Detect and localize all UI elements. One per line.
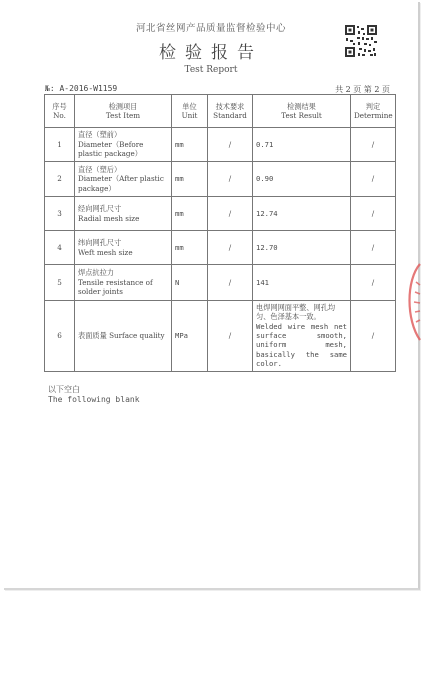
row-number: 3 bbox=[45, 197, 75, 231]
page-indicator: 共 2 页 第 2 页 bbox=[335, 85, 390, 94]
test-item: 焊点抗拉力 Tensile resistance of solder joints bbox=[75, 265, 172, 301]
report-title-english: Test Report bbox=[184, 65, 238, 75]
test-results-table bbox=[44, 94, 396, 372]
determine-cell: / bbox=[351, 197, 396, 231]
seal-stamp-icon bbox=[402, 260, 424, 344]
header-test-result: 检测结果 Test Result bbox=[253, 95, 351, 128]
table-row bbox=[45, 231, 396, 265]
report-title: 检验报告 bbox=[159, 43, 263, 63]
header-test-item: 检测项目 Test Item bbox=[75, 95, 172, 128]
row-number: 6 bbox=[45, 301, 75, 372]
header-unit: 单位 Unit bbox=[172, 95, 208, 128]
test-item: 纬向网孔尺寸 Weft mesh size bbox=[75, 231, 172, 265]
result-cell: 0.71 bbox=[253, 128, 351, 162]
row-number: 1 bbox=[45, 128, 75, 162]
result-cell: 0.90 bbox=[253, 162, 351, 197]
test-item: 经向网孔尺寸 Radial mesh size bbox=[75, 197, 172, 231]
determine-cell: / bbox=[351, 265, 396, 301]
standard-cell: / bbox=[208, 231, 253, 265]
unit-cell: mm bbox=[172, 231, 208, 265]
result-cell: 141 bbox=[253, 265, 351, 301]
table-row bbox=[45, 301, 396, 372]
report-page bbox=[4, 2, 420, 590]
row-number: 5 bbox=[45, 265, 75, 301]
table-row bbox=[45, 265, 396, 301]
result-cell: 12.74 bbox=[253, 197, 351, 231]
determine-cell: / bbox=[351, 162, 396, 197]
test-item: 表面质量 Surface quality bbox=[75, 301, 172, 372]
table-row bbox=[45, 162, 396, 197]
organization-name: 河北省丝网产品质量监督检验中心 bbox=[135, 23, 286, 34]
row-number: 4 bbox=[45, 231, 75, 265]
unit-cell: mm bbox=[172, 162, 208, 197]
row-number: 2 bbox=[45, 162, 75, 197]
standard-cell: / bbox=[208, 265, 253, 301]
unit-cell: mm bbox=[172, 197, 208, 231]
header-determine: 判定 Determine bbox=[351, 95, 396, 128]
standard-cell: / bbox=[208, 162, 253, 197]
table-header-row bbox=[45, 95, 396, 128]
standard-cell: / bbox=[208, 301, 253, 372]
determine-cell: / bbox=[351, 301, 396, 372]
test-item: 直径（塑前） Diameter（Before plastic package） bbox=[75, 128, 172, 162]
following-blank-cn: 以下空白 bbox=[48, 385, 80, 394]
standard-cell: / bbox=[208, 197, 253, 231]
standard-cell: / bbox=[208, 128, 253, 162]
report-number: №: A-2016-W1159 bbox=[45, 84, 118, 93]
result-cell: 电焊网网面平整、网孔均匀、色泽基本一致。 Welded wire mesh net surface smooth, uniform mesh, basically the same color. bbox=[253, 301, 351, 372]
unit-cell: N bbox=[172, 265, 208, 301]
table-row bbox=[45, 128, 396, 162]
header-standard: 技术要求 Standard bbox=[208, 95, 253, 128]
test-item: 直径（塑后） Diameter（After plastic package） bbox=[75, 162, 172, 197]
following-blank-en: The following blank bbox=[48, 395, 140, 404]
determine-cell: / bbox=[351, 231, 396, 265]
header-no: 序号 No. bbox=[45, 95, 75, 128]
determine-cell: / bbox=[351, 128, 396, 162]
qr-code-icon bbox=[344, 24, 378, 58]
unit-cell: mm bbox=[172, 128, 208, 162]
table-row bbox=[45, 197, 396, 231]
result-cell: 12.70 bbox=[253, 231, 351, 265]
unit-cell: MPa bbox=[172, 301, 208, 372]
